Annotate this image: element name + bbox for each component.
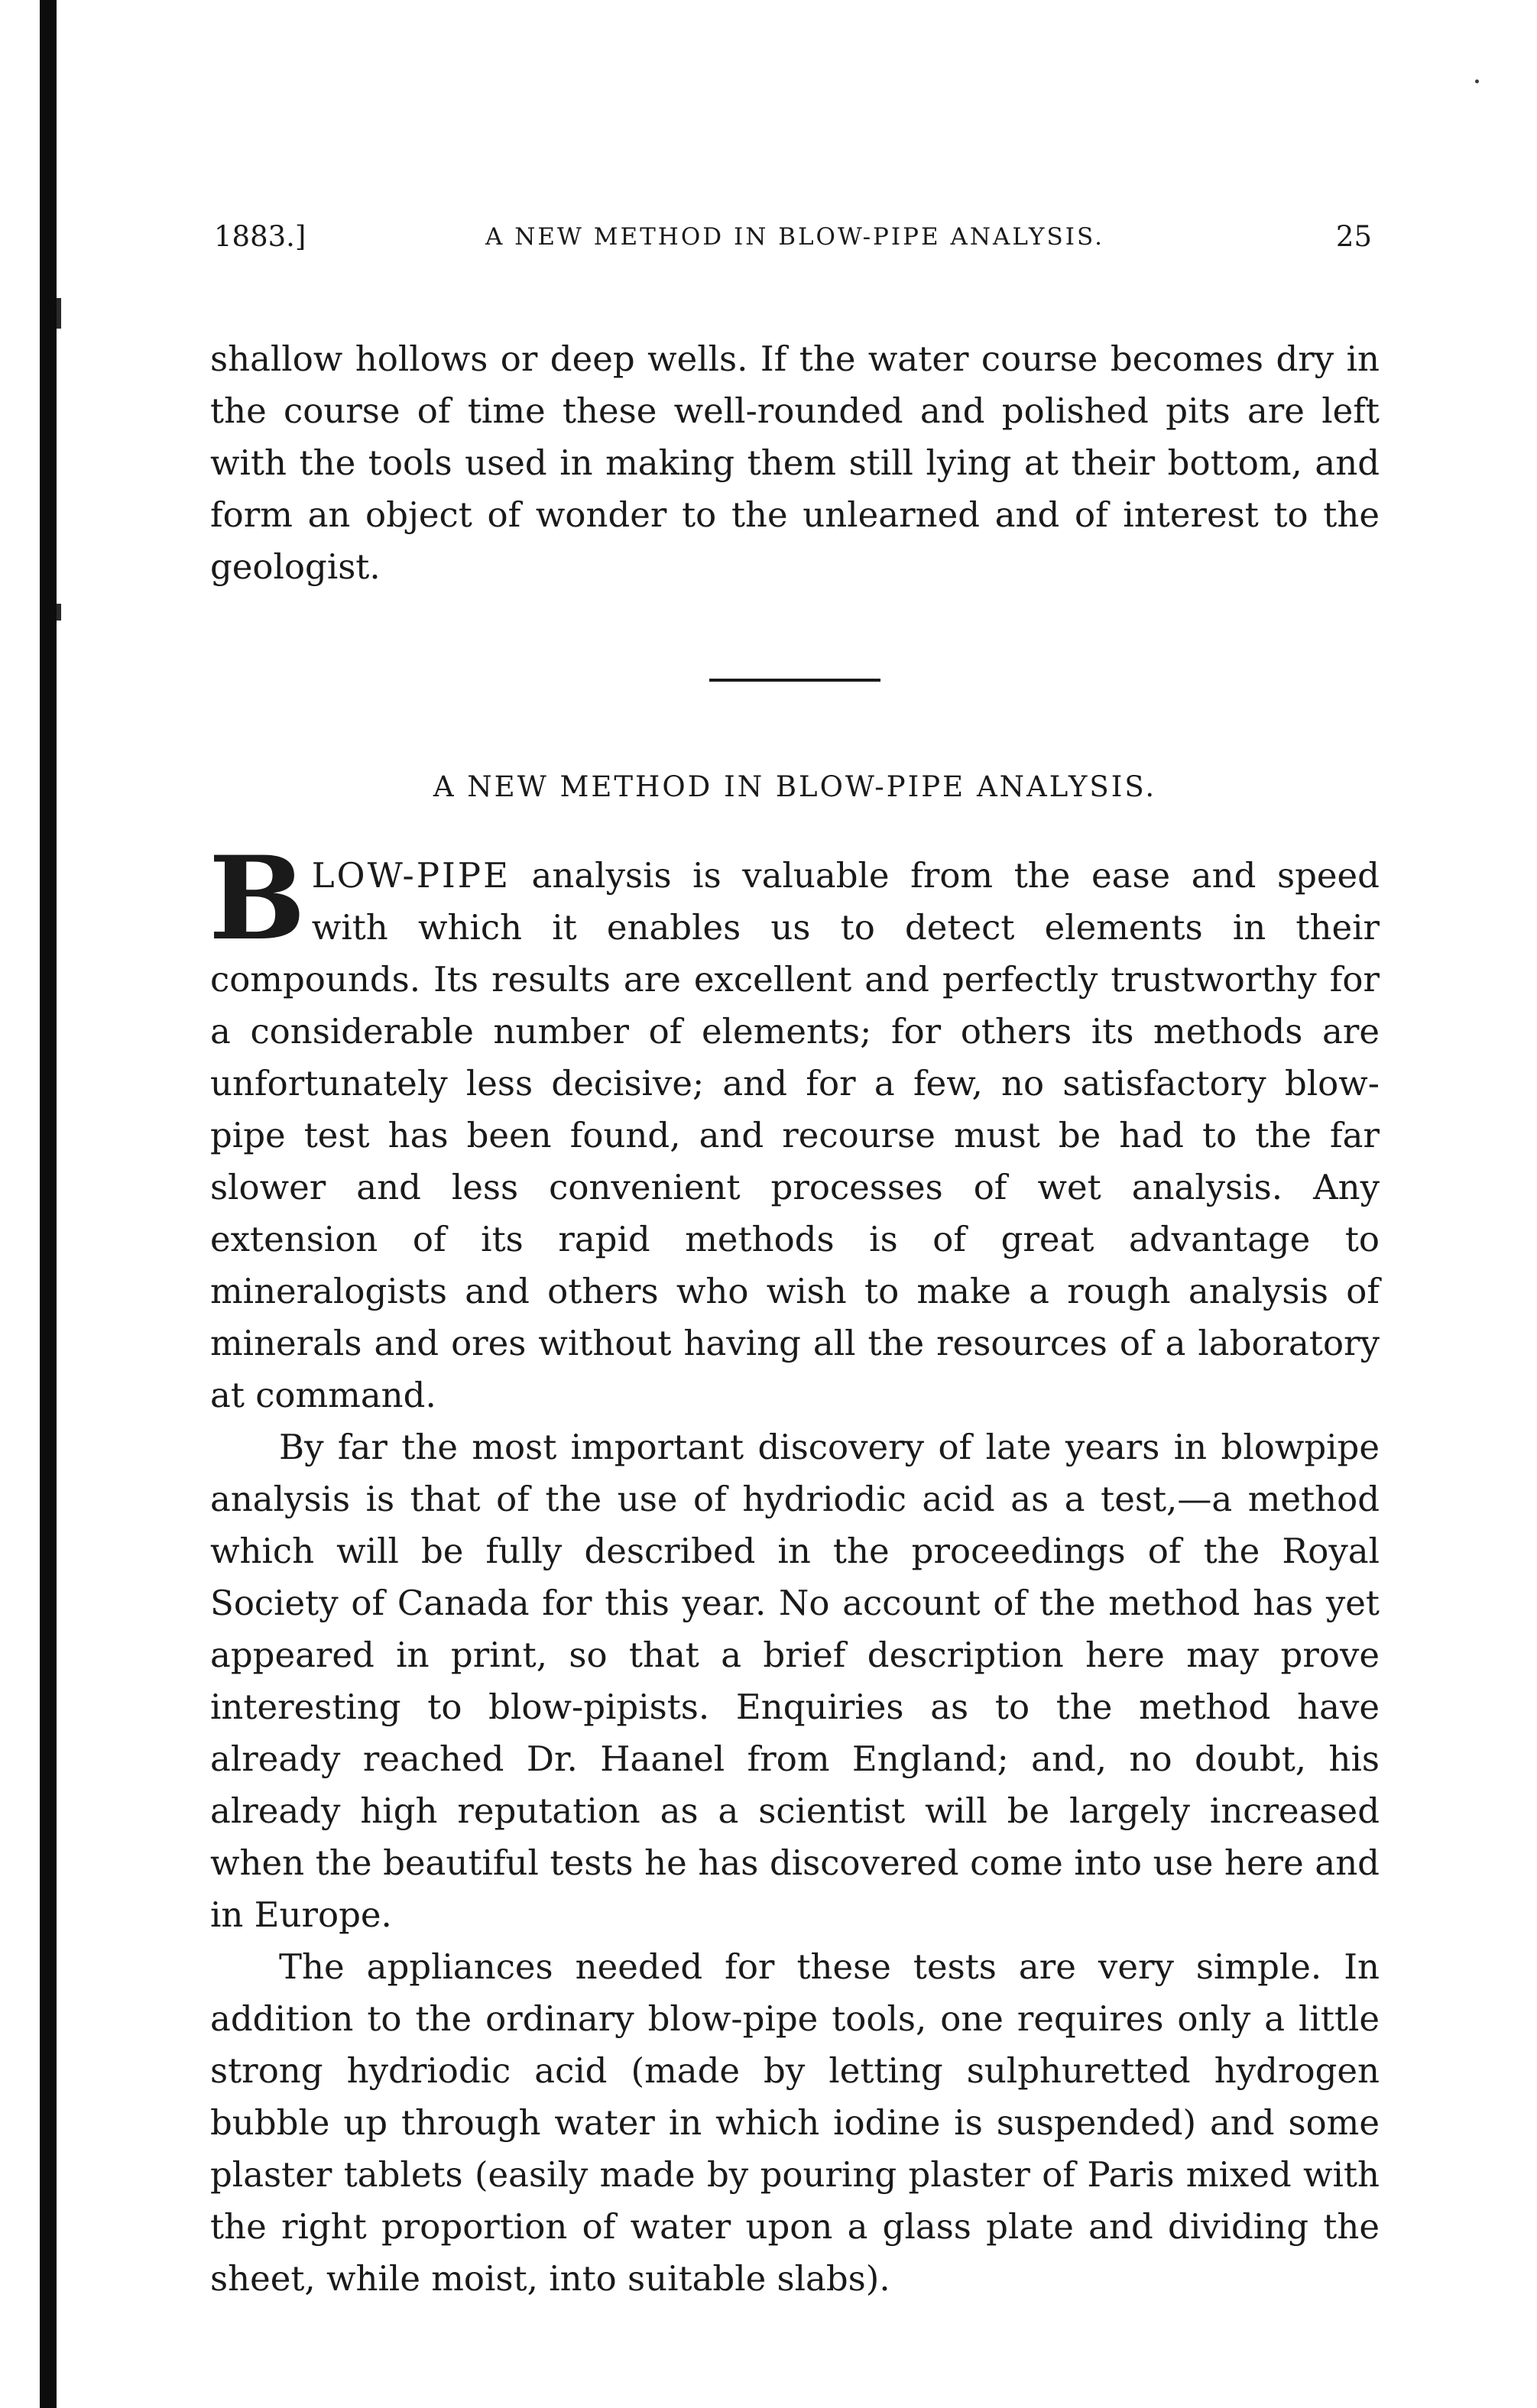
section-divider [709, 679, 880, 682]
running-head-title: A NEW METHOD IN BLOW-PIPE ANALYSIS. [485, 223, 1104, 251]
carryover-paragraph: shallow hollows or deep wells. If the water course becomes dry in the course of time these well-rounded and polished pits are left with the tools used in making them still lying at their bottom, and form an object of wonder to the unlearned and of interest to the geologist. [210, 339, 1380, 587]
running-head [210, 214, 1380, 260]
article-heading: A NEW METHOD IN BLOW-PIPE ANALYSIS. [433, 770, 1157, 803]
binding-shadow [40, 0, 57, 2408]
scan-speck [57, 604, 61, 621]
lead-in-caps: LOW-PIPE [311, 855, 511, 896]
scan-speck [57, 298, 61, 329]
page-number: 25 [1335, 220, 1372, 253]
article-paragraph-1 [209, 831, 1380, 1421]
article-paragraph-3: The appliances needed for these tests are very simple. In addition to the ordinary blow-pipe tools, one requires only a little strong hydriodic acid (made by letting sulphuretted hydrogen bubble up through water in which iodine is suspended) and some plaster tablets (easily made by pouring plaster of Paris mixed with the right proportion of water upon a glass plate and dividing the sheet, while moist, into suitable slabs). [210, 1946, 1380, 2299]
running-head-year: 1883.] [214, 220, 306, 253]
drop-cap: B [209, 831, 306, 966]
scan-speck [1475, 79, 1479, 83]
paragraph-1-text: analysis is valuable from the ease and speed with which it enables us to detect elements in their compounds. Its results are excellent and perfectly trustworthy for a considerable number of elements; for others its methods are unfortunately less decisive; and for a few, no satisfactory blow-pipe test has been found, and recourse must be had to the far slower and less convenient processes of wet analysis. Any extension of its rapid methods is of great advantage to mineralogists and others who wish to make a rough analysis of minerals and ores without having all the resources of a laboratory at command. [210, 855, 1380, 1415]
article-paragraph-2: By far the most important discovery of late years in blowpipe analysis is that of the use of hydriodic acid as a test,—a method which will be fully described in the proceedings of the Royal Society of Canada for this year. No account of the method has yet appeared in print, so that a brief description here may prove interesting to blow-pipists. Enquiries as to the method have already reached Dr. Haanel from England; and, no doubt, his already high reputation as a scientist will be largely increased when the beautiful tests he has discovered come into use here and in Europe. [210, 1427, 1380, 1935]
page-content [210, 214, 1380, 2305]
